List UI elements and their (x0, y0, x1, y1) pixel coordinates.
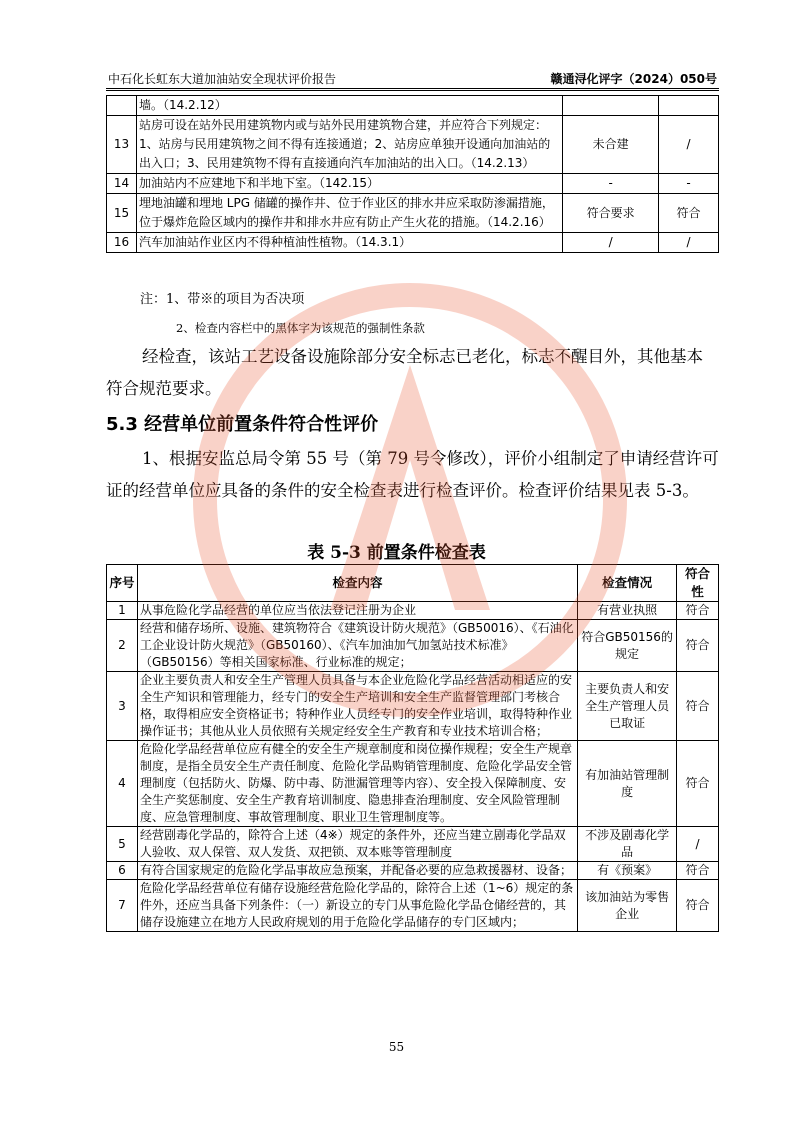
page-number: 55 (388, 1040, 405, 1054)
table-row (107, 174, 719, 194)
table-row (107, 233, 719, 253)
table-row (107, 880, 719, 932)
row-number: 15 (107, 194, 137, 233)
body-paragraph: 1、根据安监总局令第 55 号（第 79 号令修改），评价小组制定了申请经营许可证的经营单位应具备的条件的安全检查表进行检查评价。检查评价结果见表 5-3。 (106, 449, 719, 500)
table-caption: 表 5-3 前置条件检查表 (307, 543, 486, 563)
row-result: / (659, 233, 719, 253)
row-content: 危险化学品经营单位有储存设施经营危险化学品的，除符合上述（1~6）规定的条件外，还应当具备下列条件：（一）新设立的专门从事危险化学品仓储经营的，其储存设施建立在地方人民政府规划的用于危险化学品储存的专门区域内； (137, 880, 577, 932)
row-status: 有加油站管理制度 (578, 741, 677, 827)
table-note-1: 注：1、带※的项目为否决项 (140, 292, 305, 307)
row-content: 危险化学品经营单位应有健全的安全生产规章制度和岗位操作规程；安全生产规章制度，是指全员安全生产责任制度、危险化学品购销管理制度、危险化学品安全管理制度（包括防火、防爆、防中毒、防泄漏管理等内容）、安全投入保障制度、安全生产奖惩制度、安全生产教育培训制度、隐患排查治理制度、安全风险管理制度、应急管理制度、事故管理制度、职业卫生管理制度等。 (137, 741, 577, 827)
row-result: / (659, 116, 719, 174)
row-number: 6 (107, 862, 138, 880)
row-result: 符合 (677, 602, 719, 620)
row-content: 埋地油罐和埋地 LPG 储罐的操作井、位于作业区的排水井应采取防渗漏措施，位于爆炸危险区域内的操作井和排水井应有防止产生火花的措施。（14.2.16） (136, 194, 562, 233)
row-number: 16 (107, 233, 137, 253)
row-number: 14 (107, 174, 137, 194)
row-status: 未合建 (563, 116, 659, 174)
row-result: 符合 (677, 672, 719, 741)
row-status: - (563, 174, 659, 194)
row-content: 有符合国家规定的危险化学品事故应急预案，并配备必要的应急救援器材、设备； (137, 862, 577, 880)
row-status: 该加油站为零售企业 (578, 880, 677, 932)
row-number: 13 (107, 116, 137, 174)
row-status: / (563, 233, 659, 253)
row-number: 4 (107, 741, 138, 827)
table-header-row (107, 565, 719, 602)
row-content: 墙。（14.2.12） (136, 96, 562, 116)
row-number: 1 (107, 602, 138, 620)
col-header-number: 序号 (107, 565, 138, 602)
table-row (107, 862, 719, 880)
row-content: 经营和储存场所、设施、建筑物符合《建筑设计防火规范》（GB50016）、《石油化工企业设计防火规范》（GB50160）、《汽车加油加气加氢站技术标准》（GB50156）等相关国家标准、行业标准的规定； (137, 620, 577, 672)
table-row (107, 96, 719, 116)
row-content: 加油站内不应建地下和半地下室。（142.15） (136, 174, 562, 194)
row-number: 7 (107, 880, 138, 932)
row-number (107, 96, 137, 116)
col-header-result: 符合性 (677, 565, 719, 602)
section-heading: 5.3 经营单位前置条件符合性评价 (106, 414, 379, 435)
row-status: 有营业执照 (578, 602, 677, 620)
precondition-check-table (106, 564, 719, 932)
row-number: 2 (107, 620, 138, 672)
row-content: 汽车加油站作业区内不得种植油性植物。（14.3.1） (136, 233, 562, 253)
table-row (107, 194, 719, 233)
row-result: 符合 (677, 880, 719, 932)
row-result: - (659, 174, 719, 194)
row-number: 5 (107, 827, 138, 862)
row-status: 符合要求 (563, 194, 659, 233)
row-status: 不涉及剧毒化学品 (578, 827, 677, 862)
header-rule (106, 88, 719, 91)
row-result: 符合 (677, 620, 719, 672)
row-content: 经营剧毒化学品的，除符合上述（4※）规定的条件外，还应当建立剧毒化学品双人验收、双人保管、双人发货、双把锁、双本账等管理制度 (137, 827, 577, 862)
row-content: 从事危险化学品经营的单位应当依法登记注册为企业 (137, 602, 577, 620)
table-note-2: 2、检查内容栏中的黑体字为该规范的强制性条款 (176, 321, 425, 335)
row-number: 3 (107, 672, 138, 741)
row-result (659, 96, 719, 116)
table-row (107, 827, 719, 862)
row-status (563, 96, 659, 116)
row-result: 符合 (677, 862, 719, 880)
row-status: 主要负责人和安全生产管理人员已取证 (578, 672, 677, 741)
row-content: 企业主要负责人和安全生产管理人员具备与本企业危险化学品经营活动相适应的安全生产知识和管理能力，经专门的安全生产培训和安全生产监督管理部门考核合格，取得相应安全资格证书；特种作业人员经专门的安全作业培训，取得特种作业操作证书；其他从业人员依照有关规定经安全生产教育和专业技术培训合格； (137, 672, 577, 741)
body-paragraph: 经检查，该站工艺设备设施除部分安全标志已老化，标志不醒目外，其他基本符合规范要求。 (106, 347, 703, 398)
table-row (107, 116, 719, 174)
header-doc-number: 赣通浔化评字（2024）050号 (550, 72, 717, 86)
table-row (107, 620, 719, 672)
table-row (107, 672, 719, 741)
inspection-table-continued (106, 95, 719, 253)
col-header-content: 检查内容 (137, 565, 577, 602)
row-status: 有《预案》 (578, 862, 677, 880)
table-row (107, 741, 719, 827)
header-title: 中石化长虹东大道加油站安全现状评价报告 (108, 72, 337, 86)
row-result: 符合 (677, 741, 719, 827)
row-result: / (677, 827, 719, 862)
row-result: 符合 (659, 194, 719, 233)
col-header-status: 检查情况 (578, 565, 677, 602)
table-row (107, 602, 719, 620)
row-status: 符合GB50156的规定 (578, 620, 677, 672)
row-content: 站房可设在站外民用建筑物内或与站外民用建筑物合建，并应符合下列规定：1、站房与民用建筑物之间不得有连接通道；2、站房应单独开设通向加油站的出入口；3、民用建筑物不得有直接通向汽车加油站的出入口。（14.2.13） (136, 116, 562, 174)
